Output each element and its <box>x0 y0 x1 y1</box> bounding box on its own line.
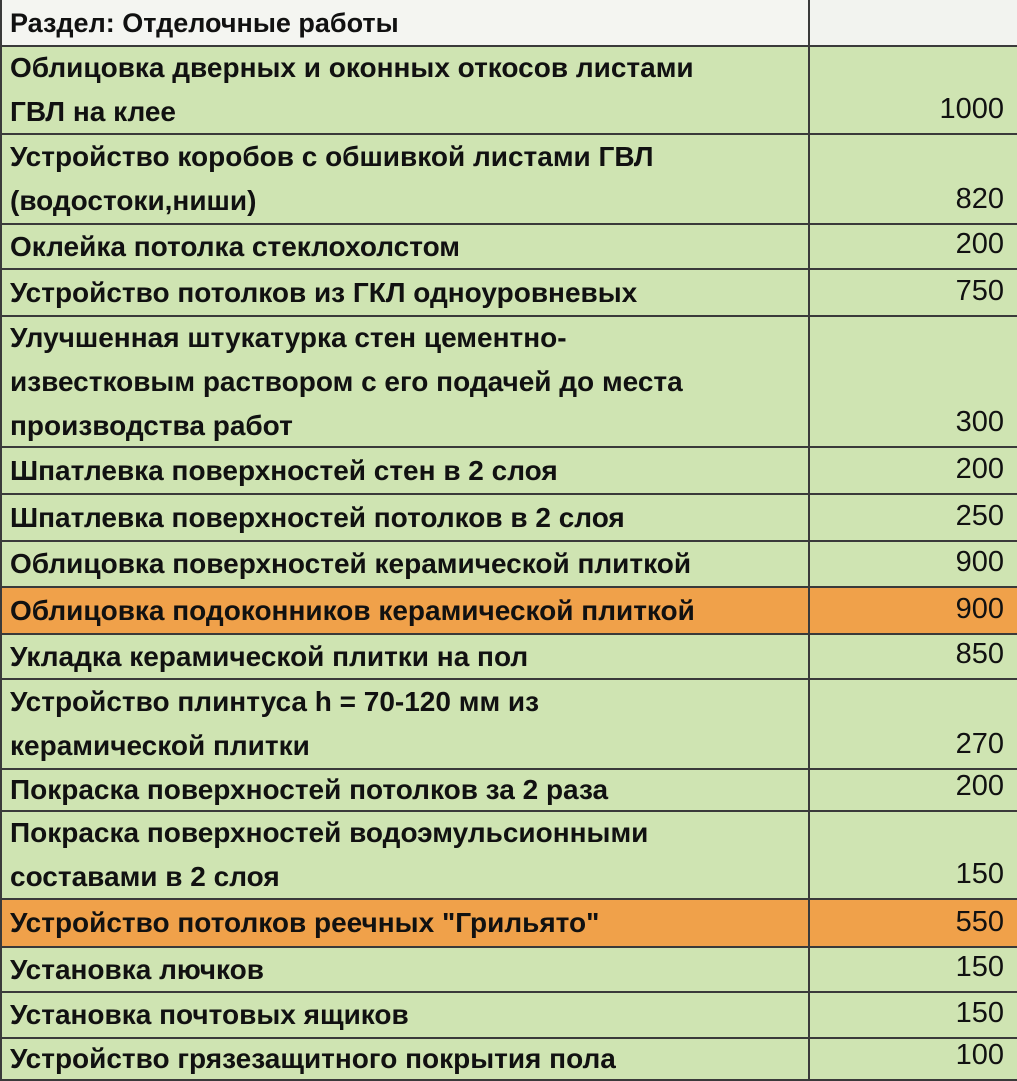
work-name-cell[interactable]: Облицовка дверных и оконных откосов листами ГВЛ на клее <box>2 47 810 135</box>
section-title-cell[interactable]: Раздел: Отделочные работы <box>2 0 810 47</box>
price-cell[interactable]: 550 <box>810 900 1017 948</box>
price-cell[interactable]: 900 <box>810 588 1017 635</box>
work-name-cell[interactable]: Устройство грязезащитного покрытия пола <box>2 1039 810 1081</box>
price-cell[interactable]: 300 <box>810 317 1017 448</box>
price-cell[interactable]: 200 <box>810 770 1017 812</box>
price-cell[interactable]: 150 <box>810 993 1017 1039</box>
price-cell[interactable]: 150 <box>810 812 1017 900</box>
work-name-cell[interactable]: Оклейка потолка стеклохолстом <box>2 225 810 270</box>
price-cell[interactable]: 900 <box>810 542 1017 588</box>
work-name-cell[interactable]: Облицовка подоконников керамической плиткой <box>2 588 810 635</box>
work-name-cell[interactable]: Установка лючков <box>2 948 810 993</box>
work-name-cell[interactable]: Шпатлевка поверхностей потолков в 2 слоя <box>2 495 810 542</box>
work-name-cell[interactable]: Устройство плинтуса h = 70-120 мм из керамической плитки <box>2 680 810 770</box>
work-name-cell[interactable]: Установка почтовых ящиков <box>2 993 810 1039</box>
price-cell[interactable]: 250 <box>810 495 1017 542</box>
price-cell[interactable]: 1000 <box>810 47 1017 135</box>
work-name-cell[interactable]: Покраска поверхностей водоэмульсионными составами в 2 слоя <box>2 812 810 900</box>
work-name-cell[interactable]: Устройство потолков реечных "Грильято" <box>2 900 810 948</box>
work-name-cell[interactable]: Покраска поверхностей потолков за 2 раза <box>2 770 810 812</box>
section-value-cell[interactable] <box>810 0 1017 47</box>
work-name-cell[interactable]: Устройство потолков из ГКЛ одноуровневых <box>2 270 810 317</box>
price-cell[interactable]: 200 <box>810 448 1017 495</box>
price-cell[interactable]: 820 <box>810 135 1017 225</box>
work-name-cell[interactable]: Облицовка поверхностей керамической плиткой <box>2 542 810 588</box>
work-name-cell[interactable]: Улучшенная штукатурка стен цементно- известковым раствором с его подачей до места производства работ <box>2 317 810 448</box>
price-cell[interactable]: 850 <box>810 635 1017 680</box>
work-name-cell[interactable]: Укладка керамической плитки на пол <box>2 635 810 680</box>
price-cell[interactable]: 750 <box>810 270 1017 317</box>
price-cell[interactable]: 270 <box>810 680 1017 770</box>
price-cell[interactable]: 200 <box>810 225 1017 270</box>
work-name-cell[interactable]: Шпатлевка поверхностей стен в 2 слоя <box>2 448 810 495</box>
price-cell[interactable]: 150 <box>810 948 1017 993</box>
price-cell[interactable]: 100 <box>810 1039 1017 1081</box>
work-name-cell[interactable]: Устройство коробов с обшивкой листами ГВЛ (водостоки,ниши) <box>2 135 810 225</box>
